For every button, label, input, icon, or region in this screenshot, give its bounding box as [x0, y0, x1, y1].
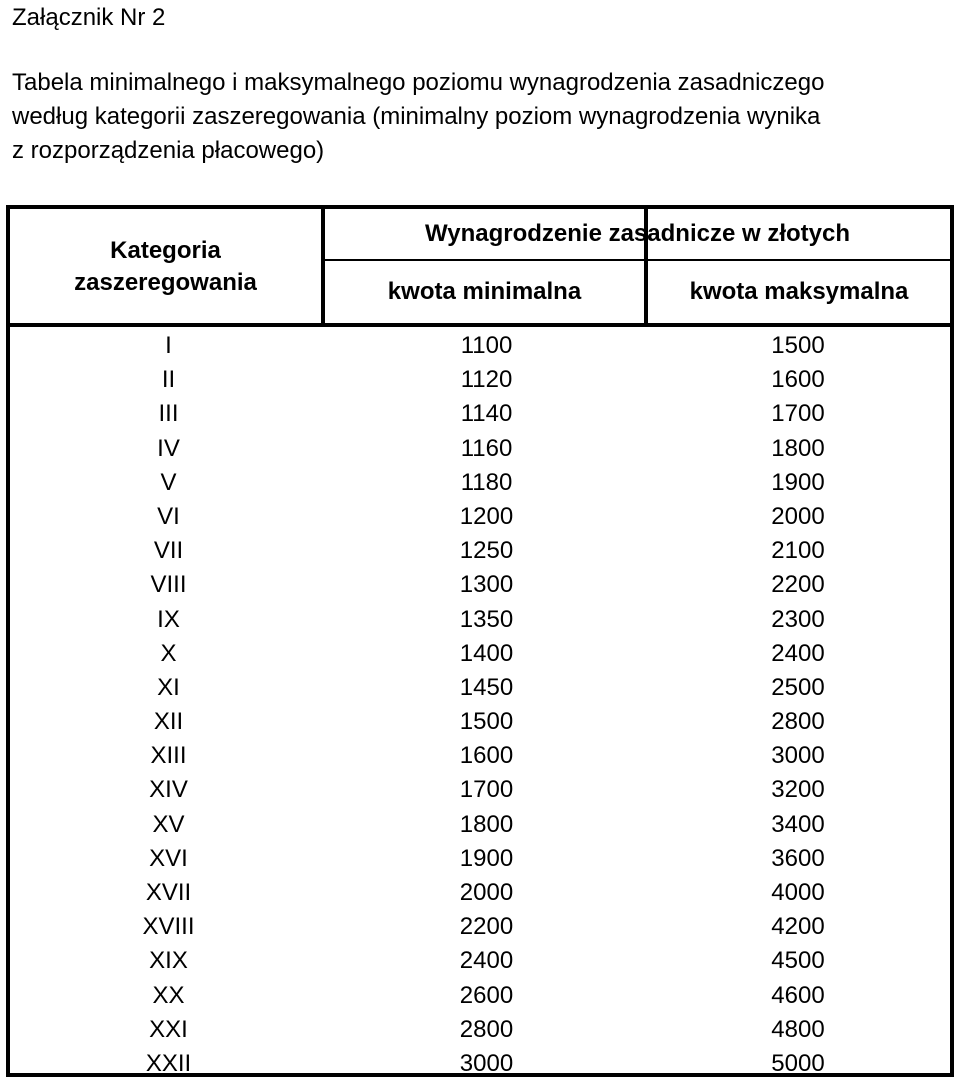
- max-amount-cell: 1700: [771, 400, 825, 428]
- max-amount-cell: 5000: [771, 1049, 825, 1077]
- table-row: [10, 500, 950, 534]
- salary-table: [6, 205, 954, 1077]
- max-amount-cell: 2400: [771, 639, 825, 667]
- category-cell: XIV: [149, 776, 188, 804]
- header-category-line-1: Kategoria: [110, 237, 221, 264]
- max-amount-cell: 4200: [771, 913, 825, 941]
- category-cell: XVI: [149, 844, 188, 872]
- description-line-2: według kategorii zaszeregowania (minimalny poziom wynagrodzenia wynika: [12, 103, 821, 130]
- min-amount-cell: 2800: [459, 1015, 514, 1043]
- table-row: [10, 1047, 950, 1081]
- category-cell: XI: [157, 673, 180, 701]
- max-amount-cell: 3400: [771, 810, 825, 838]
- max-amount-cell: 2300: [771, 605, 825, 633]
- table-row: [10, 432, 950, 466]
- category-cell: IV: [157, 434, 180, 462]
- min-amount-cell: 1300: [459, 571, 514, 599]
- table-row: [10, 534, 950, 568]
- category-cell: V: [160, 468, 177, 496]
- category-cell: XII: [153, 708, 184, 736]
- min-amount-cell: 2200: [459, 913, 514, 941]
- max-amount-cell: 4600: [771, 981, 825, 1009]
- category-cell: I: [165, 332, 172, 359]
- document-title: Załącznik Nr 2: [12, 4, 166, 31]
- category-cell: XIX: [149, 947, 188, 975]
- header-category: [10, 217, 321, 317]
- category-cell: VIII: [150, 571, 187, 599]
- max-amount-cell: 2000: [771, 502, 825, 530]
- max-amount-cell: 3600: [771, 844, 825, 872]
- category-cell: XV: [152, 810, 185, 838]
- table-row: [10, 466, 950, 500]
- min-amount-cell: 1900: [459, 844, 514, 872]
- min-amount-cell: 2000: [459, 879, 514, 906]
- min-amount-cell: 1180: [460, 468, 513, 496]
- category-cell: IX: [157, 605, 180, 633]
- min-amount-cell: 1140: [460, 400, 513, 428]
- max-amount-cell: 3200: [771, 776, 825, 804]
- table-row: [10, 603, 950, 637]
- max-amount-cell: 1600: [771, 366, 825, 394]
- table-row: [10, 739, 950, 773]
- table-row: [10, 979, 950, 1013]
- category-cell: XXII: [145, 1049, 192, 1077]
- max-amount-cell: 3000: [771, 742, 825, 770]
- table-row: [10, 671, 950, 705]
- category-cell: XX: [152, 981, 185, 1009]
- table-row: [10, 808, 950, 842]
- description-line-3: z rozporządzenia płacowego): [12, 137, 325, 164]
- table-row: [10, 876, 950, 910]
- table-row: [10, 363, 950, 397]
- category-cell: XVIII: [142, 913, 195, 941]
- max-amount-cell: 4500: [771, 947, 825, 975]
- min-amount-cell: 1120: [460, 366, 513, 394]
- min-amount-cell: 3000: [459, 1049, 514, 1077]
- category-cell: II: [161, 366, 176, 394]
- min-amount-cell: 1200: [459, 502, 514, 530]
- header-max-amount: kwota maksymalna: [689, 278, 909, 305]
- max-amount-cell: 2100: [771, 537, 825, 565]
- min-amount-cell: 1500: [459, 708, 514, 736]
- max-amount-cell: 2800: [771, 708, 825, 736]
- header-bottom-border: [10, 323, 950, 327]
- min-amount-cell: 1100: [460, 332, 513, 359]
- table-row: [10, 329, 950, 363]
- table-row: [10, 637, 950, 671]
- max-amount-cell: 2500: [771, 673, 825, 701]
- min-amount-cell: 1400: [459, 639, 514, 667]
- min-amount-cell: 1800: [459, 810, 514, 838]
- min-amount-cell: 1250: [459, 537, 514, 565]
- table-row: [10, 705, 950, 739]
- table-row: [10, 1013, 950, 1047]
- header-min-amount: kwota minimalna: [387, 278, 582, 305]
- header-salary-group: Wynagrodzenie zasadnicze w złotych: [425, 220, 850, 247]
- category-cell: X: [160, 639, 177, 667]
- min-amount-cell: 1700: [459, 776, 514, 804]
- max-amount-cell: 2200: [771, 571, 825, 599]
- table-row: [10, 773, 950, 807]
- table-row: [10, 944, 950, 978]
- min-amount-cell: 1350: [459, 605, 514, 633]
- max-amount-cell: 1900: [771, 468, 825, 496]
- table-description: [12, 66, 952, 168]
- table-body: [10, 329, 950, 1081]
- min-amount-cell: 2400: [459, 947, 514, 975]
- min-amount-cell: 1600: [459, 742, 514, 770]
- table-row: [10, 397, 950, 431]
- description-line-1: Tabela minimalnego i maksymalnego poziomu wynagrodzenia zasadniczego: [12, 69, 825, 96]
- category-cell: VI: [157, 502, 180, 530]
- max-amount-cell: 1500: [771, 332, 825, 359]
- category-cell: III: [158, 400, 179, 428]
- max-amount-cell: 4800: [771, 1015, 825, 1043]
- header-category-line-2: zaszeregowania: [74, 269, 257, 296]
- max-amount-cell: 1800: [771, 434, 825, 462]
- category-cell: XIII: [150, 742, 187, 770]
- min-amount-cell: 1450: [459, 673, 514, 701]
- table-row: [10, 568, 950, 602]
- max-amount-cell: 4000: [771, 879, 825, 906]
- category-cell: XVII: [145, 879, 192, 906]
- table-row: [10, 910, 950, 944]
- category-cell: XXI: [149, 1015, 188, 1043]
- table-row: [10, 842, 950, 876]
- min-amount-cell: 2600: [459, 981, 514, 1009]
- min-amount-cell: 1160: [460, 434, 513, 462]
- category-cell: VII: [153, 537, 184, 565]
